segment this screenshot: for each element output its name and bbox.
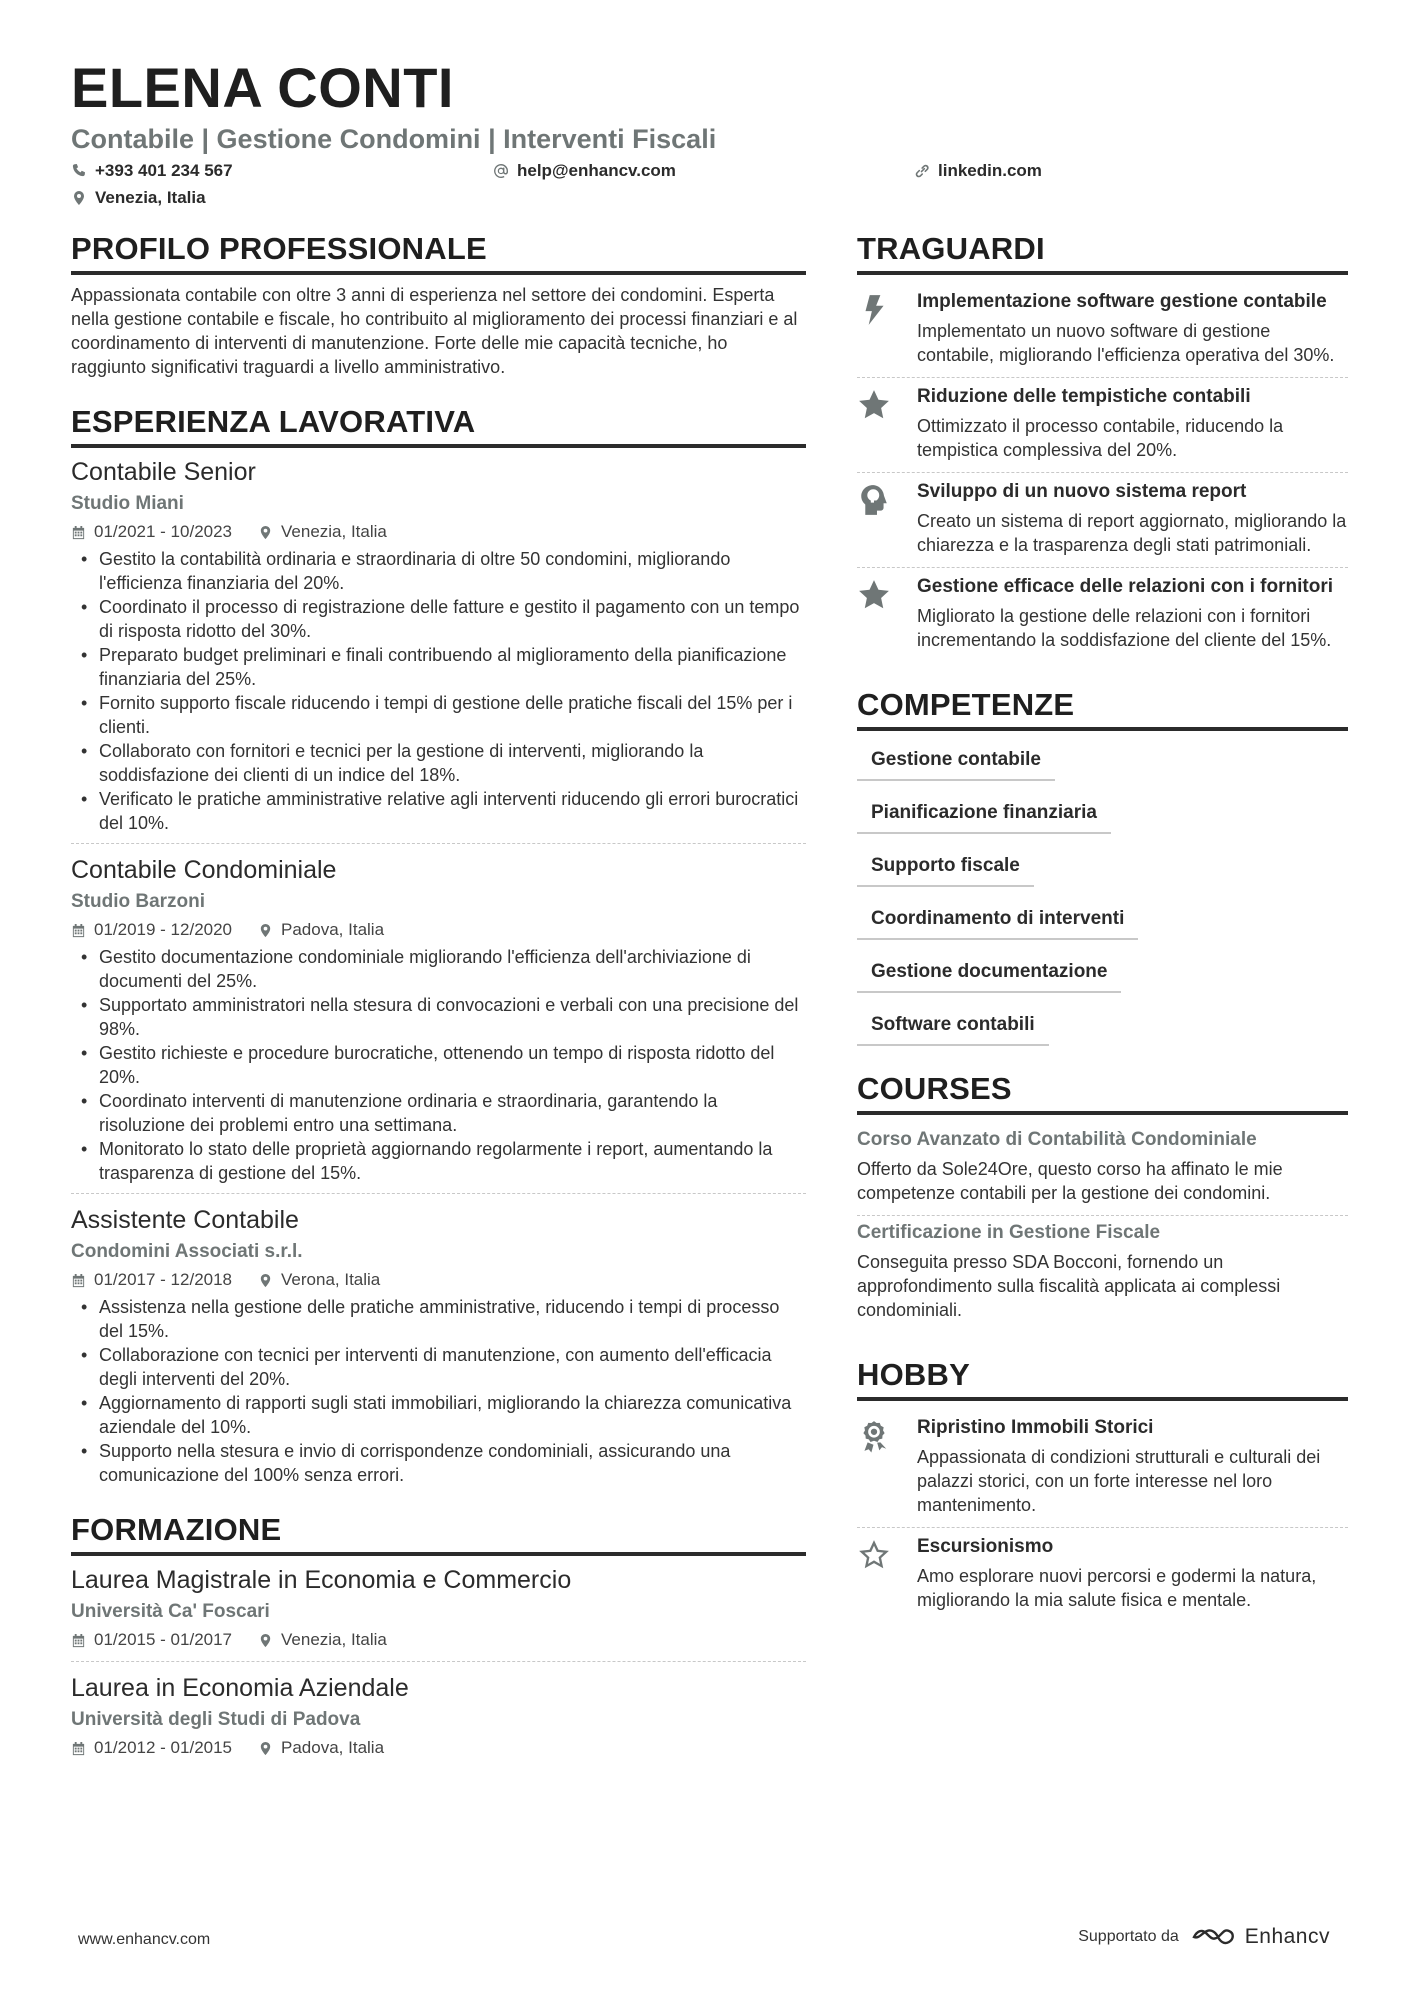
- location-text: Venezia, Italia: [281, 1630, 387, 1649]
- section-title: COURSES: [857, 1070, 1348, 1115]
- job-location: [258, 1268, 380, 1292]
- course-item: [857, 1216, 1348, 1332]
- course-desc: Offerto da Sole24Ore, questo corso ha affinato le mie competenze contabili per la gestione dei condomini.: [857, 1159, 1283, 1203]
- education-section: [71, 1511, 806, 1769]
- achievement-item: [857, 283, 1348, 378]
- location-text: Venezia, Italia: [281, 522, 387, 541]
- calendar-icon: [71, 1633, 86, 1648]
- achievement-body: [917, 289, 1348, 367]
- section-title: COMPETENZE: [857, 686, 1348, 731]
- hobby-title: Escursionismo: [917, 1536, 1054, 1557]
- course-desc: Conseguita presso SDA Bocconi, fornendo un approfondimento sulla fiscalità applicata ai complessi condominiali.: [857, 1252, 1281, 1320]
- hobby-icon-wrap: [857, 1415, 917, 1517]
- section-title: ESPERIENZA LAVORATIVA: [71, 403, 806, 448]
- contact-email[interactable]: [493, 160, 676, 182]
- degree-title: Laurea in Economia Aziendale: [71, 1674, 409, 1702]
- award-ribbon-icon: [857, 1419, 891, 1453]
- job-location: [258, 918, 384, 942]
- achievement-title: Riduzione delle tempistiche contabili: [917, 386, 1251, 407]
- date-range: 01/2021 - 10/2023: [94, 522, 233, 541]
- at-icon: [493, 163, 509, 179]
- education-location: [258, 1736, 384, 1760]
- brand-logo[interactable]: [1191, 1924, 1330, 1950]
- education-entry: [71, 1672, 806, 1769]
- job-dates: [71, 520, 232, 544]
- date-range: 01/2019 - 12/2020: [94, 920, 233, 939]
- hobby-item: [857, 1528, 1348, 1622]
- achievement-title: Gestione efficace delle relazioni con i fornitori: [917, 576, 1333, 597]
- location-pin-icon: [258, 1633, 273, 1648]
- achievement-item: [857, 473, 1348, 568]
- achievement-icon-wrap: [857, 479, 917, 557]
- location-text: Padova, Italia: [281, 1738, 385, 1757]
- achievement-icon-wrap: [857, 384, 917, 462]
- date-range: 01/2017 - 12/2018: [94, 1270, 233, 1289]
- location-text: Verona, Italia: [281, 1270, 381, 1289]
- company-name: Studio Barzoni: [71, 891, 206, 912]
- achievements-section: [857, 230, 1348, 662]
- achievement-desc: Creato un sistema di report aggiornato, migliorando la chiarezza e la trasparenza degli stati patrimoniali.: [917, 511, 1347, 555]
- job-bullets: [71, 547, 806, 835]
- contact-location: [71, 187, 206, 209]
- achievement-item: [857, 568, 1348, 662]
- location-pin-icon: [258, 525, 273, 540]
- job-entry: [71, 456, 806, 844]
- course-title: Corso Avanzato di Contabilità Condominiale: [857, 1129, 1257, 1150]
- location-pin-icon: [71, 190, 87, 206]
- job-entry: [71, 1204, 806, 1495]
- skills-list: [857, 739, 1348, 1046]
- bullet-item: • Gestito documentazione condominiale migliorando l'efficienza dell'archiviazione di documenti del 25%.: [71, 945, 806, 993]
- job-bullets: [71, 1295, 806, 1487]
- hobby-desc: Amo esplorare nuovi percorsi e godermi la natura, migliorando la mia salute fisica e mentale.: [917, 1566, 1317, 1610]
- skill-tag: Gestione contabile: [857, 747, 1055, 781]
- phone-icon: [71, 163, 87, 179]
- job-title: Contabile Senior: [71, 458, 256, 486]
- company-name: Condomini Associati s.r.l.: [71, 1241, 303, 1262]
- achievement-desc: Ottimizzato il processo contabile, riducendo la tempistica complessiva del 20%.: [917, 416, 1284, 460]
- star-outline-icon: [857, 1538, 891, 1572]
- education-location: [258, 1628, 387, 1652]
- linkedin-url[interactable]: linkedin.com: [938, 161, 1042, 180]
- bullet-item: • Monitorato lo stato delle proprietà aggiornando regolarmente i report, aumentando la trasparenza di gestione del 15%.: [71, 1137, 806, 1185]
- profile-summary: Appassionata contabile con oltre 3 anni di esperienza nel settore dei condomini. Esperta nella gestione contabile e fiscale, ho contribuito al miglioramento dei processi finanziari e al coordinamento di interventi di manutenzione. Forte delle mie capacità tecniche, ho raggiunto significativi traguardi a livello amministrativo.: [71, 285, 798, 377]
- resume-header: [71, 56, 1351, 214]
- bullet-item: • Coordinato interventi di manutenzione ordinaria e straordinaria, garantendo la risoluzione dei problemi entro una settimana.: [71, 1089, 806, 1137]
- experience-section: [71, 403, 806, 1495]
- calendar-icon: [71, 1741, 86, 1756]
- date-range: 01/2012 - 01/2015: [94, 1738, 233, 1757]
- candidate-title: Contabile | Gestione Condomini | Interventi Fiscali: [71, 124, 717, 154]
- achievement-item: [857, 378, 1348, 473]
- bullet-item: • Supportato amministratori nella stesura di convocazioni e verbali con una precisione del 98%.: [71, 993, 806, 1041]
- powered-by-label: Supportato da: [1078, 1928, 1179, 1945]
- school-name: Università degli Studi di Padova: [71, 1709, 361, 1730]
- achievement-body: [917, 574, 1348, 652]
- achievement-title: Implementazione software gestione contabile: [917, 291, 1327, 312]
- candidate-name: ELENA CONTI: [71, 56, 454, 119]
- job-dates: [71, 1268, 232, 1292]
- job-location: [258, 520, 387, 544]
- calendar-icon: [71, 1273, 86, 1288]
- profile-section: [71, 230, 806, 379]
- course-item: [857, 1123, 1348, 1216]
- location-pin-icon: [258, 923, 273, 938]
- course-title: Certificazione in Gestione Fiscale: [857, 1222, 1161, 1243]
- location-text: Padova, Italia: [281, 920, 385, 939]
- enhancv-logo-icon: [1191, 1924, 1237, 1950]
- job-dates: [71, 918, 232, 942]
- company-name: Studio Miani: [71, 493, 184, 514]
- bullet-item: • Collaborato con fornitori e tecnici per la gestione di interventi, migliorando la soddisfazione dei clienti di un indice del 18%.: [71, 739, 806, 787]
- skill-tag: Software contabili: [857, 1012, 1049, 1046]
- achievement-title: Sviluppo di un nuovo sistema report: [917, 481, 1247, 502]
- bullet-item: • Preparato budget preliminari e finali contribuendo al miglioramento della pianificazione finanziaria del 25%.: [71, 643, 806, 691]
- location-text: Venezia, Italia: [95, 188, 206, 207]
- hobby-item: [857, 1409, 1348, 1528]
- hobby-title: Ripristino Immobili Storici: [917, 1417, 1154, 1438]
- job-title: Contabile Condominiale: [71, 856, 337, 884]
- bullet-item: • Gestito richieste e procedure burocratiche, ottenendo un tempo di risposta ridotto del 20%.: [71, 1041, 806, 1089]
- section-title: TRAGUARDI: [857, 230, 1348, 275]
- footer-website[interactable]: www.enhancv.com: [78, 1931, 211, 1948]
- achievement-desc: Migliorato la gestione delle relazioni con i fornitori incrementando la soddisfazione del cliente del 15%.: [917, 606, 1332, 650]
- email-address[interactable]: help@enhancv.com: [517, 161, 676, 180]
- skill-tag: Pianificazione finanziaria: [857, 800, 1111, 834]
- date-range: 01/2015 - 01/2017: [94, 1630, 233, 1649]
- head-idea-icon: [857, 483, 891, 517]
- bullet-item: • Verificato le pratiche amministrative relative agli interventi riducendo gli errori burocratici del 10%.: [71, 787, 806, 835]
- lightning-icon: [857, 293, 891, 327]
- footer-branding: [1078, 1924, 1330, 1950]
- degree-title: Laurea Magistrale in Economia e Commercio: [71, 1566, 572, 1594]
- location-pin-icon: [258, 1273, 273, 1288]
- job-title: Assistente Contabile: [71, 1206, 299, 1234]
- skills-section: [857, 686, 1348, 1046]
- skill-tag: Gestione documentazione: [857, 959, 1121, 993]
- education-dates: [71, 1736, 232, 1760]
- education-dates: [71, 1628, 232, 1652]
- job-meta: [71, 520, 806, 544]
- courses-section: [857, 1070, 1348, 1332]
- hobby-body: [917, 1534, 1348, 1612]
- achievement-desc: Implementato un nuovo software di gestione contabile, migliorando l'efficienza operativa del 30%.: [917, 321, 1335, 365]
- education-entry: [71, 1564, 806, 1662]
- bullet-item: • Supporto nella stesura e invio di corrispondenze condominiali, assicurando una comunicazione del 100% senza errori.: [71, 1439, 806, 1487]
- hobby-section: [857, 1356, 1348, 1622]
- skill-tag: Coordinamento di interventi: [857, 906, 1138, 940]
- school-name: Università Ca' Foscari: [71, 1601, 270, 1622]
- location-pin-icon: [258, 1741, 273, 1756]
- section-title: FORMAZIONE: [71, 1511, 806, 1556]
- hobby-icon-wrap: [857, 1534, 917, 1612]
- hobby-body: [917, 1415, 1348, 1517]
- achievement-body: [917, 384, 1348, 462]
- achievement-icon-wrap: [857, 574, 917, 652]
- job-meta: [71, 1268, 806, 1292]
- section-title: PROFILO PROFESSIONALE: [71, 230, 806, 275]
- job-bullets: [71, 945, 806, 1185]
- bullet-item: • Aggiornamento di rapporti sugli stati immobiliari, migliorando la chiarezza comunicativa aziendale del 10%.: [71, 1391, 806, 1439]
- bullet-item: • Collaborazione con tecnici per interventi di manutenzione, con aumento dell'efficacia degli interventi del 20%.: [71, 1343, 806, 1391]
- education-meta: [71, 1736, 806, 1760]
- star-icon: [857, 578, 891, 612]
- phone-number: +393 401 234 567: [95, 161, 233, 180]
- link-icon: [914, 163, 930, 179]
- achievement-body: [917, 479, 1348, 557]
- bullet-item: • Assistenza nella gestione delle pratiche amministrative, riducendo i tempi di processo del 15%.: [71, 1295, 806, 1343]
- skill-tag: Supporto fiscale: [857, 853, 1034, 887]
- contact-info: [71, 160, 1351, 214]
- bullet-item: • Gestito la contabilità ordinaria e straordinaria di oltre 50 condomini, migliorando l'efficienza finanziaria del 20%.: [71, 547, 806, 595]
- bullet-item: • Coordinato il processo di registrazione delle fatture e gestito il pagamento con un tempo di risposta ridotto del 30%.: [71, 595, 806, 643]
- left-column: [71, 230, 806, 1793]
- right-column: [857, 230, 1348, 1646]
- job-entry: [71, 854, 806, 1194]
- contact-phone: [71, 160, 233, 182]
- section-title: HOBBY: [857, 1356, 1348, 1401]
- job-meta: [71, 918, 806, 942]
- contact-linkedin[interactable]: [914, 160, 1042, 182]
- brand-name: Enhancv: [1244, 1925, 1330, 1948]
- star-icon: [857, 388, 891, 422]
- education-meta: [71, 1628, 806, 1652]
- calendar-icon: [71, 923, 86, 938]
- hobby-desc: Appassionata di condizioni strutturali e culturali dei palazzi storici, con un forte interesse nel loro mantenimento.: [917, 1447, 1321, 1515]
- achievement-icon-wrap: [857, 289, 917, 367]
- bullet-item: • Fornito supporto fiscale riducendo i tempi di gestione delle pratiche fiscali del 15% per i clienti.: [71, 691, 806, 739]
- calendar-icon: [71, 525, 86, 540]
